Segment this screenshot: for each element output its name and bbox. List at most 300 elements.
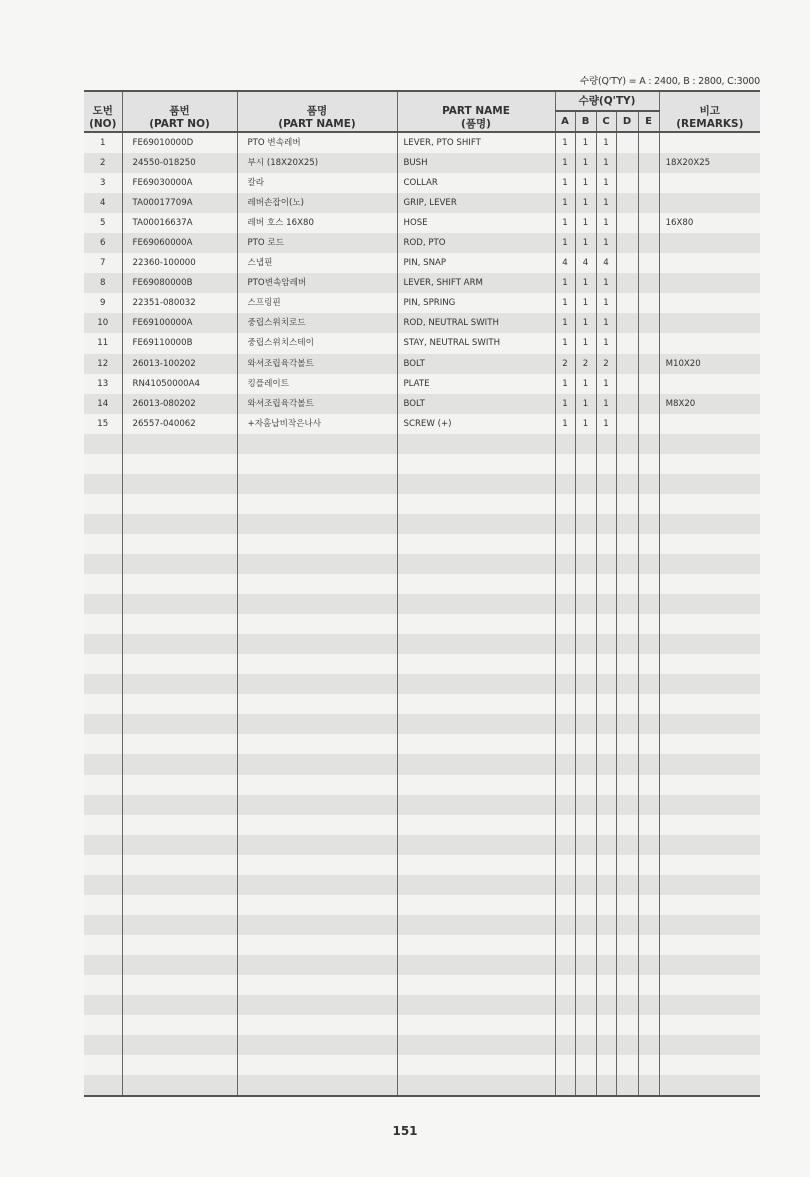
cell-no xyxy=(84,815,122,835)
cell-qty-a xyxy=(555,674,575,694)
cell-qty-b: 1 xyxy=(575,153,596,173)
cell-qty-d xyxy=(616,975,638,995)
cell-no xyxy=(84,975,122,995)
cell-qty-e xyxy=(638,374,659,394)
cell-part-no xyxy=(122,574,237,594)
cell-qty-a xyxy=(555,995,575,1015)
cell-part-name-en: STAY, NEUTRAL SWITH xyxy=(397,333,555,353)
cell-qty-a: 1 xyxy=(555,394,575,414)
cell-no: 1 xyxy=(84,132,122,153)
cell-qty-c xyxy=(596,895,616,915)
cell-part-name-kr xyxy=(237,554,397,574)
empty-row xyxy=(84,1055,760,1075)
cell-part-name-kr: 레버 호스 16X80 xyxy=(237,213,397,233)
cell-part-no xyxy=(122,754,237,774)
cell-qty-d xyxy=(616,995,638,1015)
cell-qty-e xyxy=(638,895,659,915)
cell-qty-e xyxy=(638,875,659,895)
cell-remarks xyxy=(659,293,760,313)
cell-no xyxy=(84,534,122,554)
cell-part-name-kr xyxy=(237,734,397,754)
cell-part-no xyxy=(122,674,237,694)
cell-no: 5 xyxy=(84,213,122,233)
cell-qty-d xyxy=(616,554,638,574)
cell-qty-c xyxy=(596,754,616,774)
cell-qty-c: 1 xyxy=(596,333,616,353)
cell-no xyxy=(84,935,122,955)
header-qty-label: 수량(Q'TY) xyxy=(578,94,636,107)
cell-part-no xyxy=(122,775,237,795)
empty-row xyxy=(84,975,760,995)
cell-qty-c xyxy=(596,1055,616,1075)
cell-part-no xyxy=(122,594,237,614)
cell-qty-c xyxy=(596,935,616,955)
cell-part-no: TA00017709A xyxy=(122,193,237,213)
empty-row xyxy=(84,654,760,674)
cell-part-no xyxy=(122,634,237,654)
cell-part-no xyxy=(122,434,237,454)
cell-qty-b xyxy=(575,754,596,774)
header-part-name-en-label: PART NAME (품명) xyxy=(442,105,510,130)
cell-part-name-en: PIN, SPRING xyxy=(397,293,555,313)
cell-qty-e xyxy=(638,153,659,173)
cell-remarks xyxy=(659,434,760,454)
cell-part-name-en xyxy=(397,654,555,674)
cell-part-name-kr xyxy=(237,674,397,694)
cell-remarks xyxy=(659,855,760,875)
cell-qty-e xyxy=(638,775,659,795)
cell-remarks xyxy=(659,935,760,955)
cell-qty-a xyxy=(555,534,575,554)
cell-part-name-en xyxy=(397,975,555,995)
cell-qty-d xyxy=(616,855,638,875)
cell-qty-d xyxy=(616,835,638,855)
cell-part-no: FE69060000A xyxy=(122,233,237,253)
cell-qty-e xyxy=(638,514,659,534)
cell-qty-b xyxy=(575,594,596,614)
cell-qty-e xyxy=(638,132,659,153)
cell-no: 3 xyxy=(84,173,122,193)
cell-remarks xyxy=(659,875,760,895)
cell-qty-d xyxy=(616,594,638,614)
cell-part-no xyxy=(122,1055,237,1075)
cell-qty-a xyxy=(555,694,575,714)
cell-qty-a xyxy=(555,955,575,975)
cell-qty-b xyxy=(575,995,596,1015)
cell-qty-d xyxy=(616,614,638,634)
cell-qty-a: 1 xyxy=(555,132,575,153)
cell-qty-b xyxy=(575,1015,596,1035)
cell-qty-b xyxy=(575,795,596,815)
cell-qty-e xyxy=(638,855,659,875)
cell-qty-d xyxy=(616,734,638,754)
cell-qty-d xyxy=(616,394,638,414)
cell-part-name-kr xyxy=(237,915,397,935)
cell-part-name-kr xyxy=(237,875,397,895)
cell-qty-a xyxy=(555,1055,575,1075)
cell-no xyxy=(84,875,122,895)
cell-qty-e xyxy=(638,534,659,554)
cell-part-name-kr: 스프링핀 xyxy=(237,293,397,313)
empty-row xyxy=(84,895,760,915)
table-row xyxy=(84,414,760,434)
cell-part-name-en xyxy=(397,955,555,975)
cell-part-name-en xyxy=(397,995,555,1015)
empty-row xyxy=(84,754,760,774)
cell-no xyxy=(84,494,122,514)
cell-part-name-en: BUSH xyxy=(397,153,555,173)
cell-remarks xyxy=(659,474,760,494)
cell-remarks xyxy=(659,193,760,213)
cell-qty-c xyxy=(596,734,616,754)
cell-qty-d xyxy=(616,514,638,534)
cell-qty-b xyxy=(575,634,596,654)
cell-qty-b xyxy=(575,975,596,995)
cell-no: 8 xyxy=(84,273,122,293)
cell-no xyxy=(84,795,122,815)
cell-part-name-en xyxy=(397,534,555,554)
cell-part-no xyxy=(122,795,237,815)
cell-part-name-kr xyxy=(237,434,397,454)
cell-qty-c xyxy=(596,714,616,734)
empty-row xyxy=(84,454,760,474)
cell-qty-b: 1 xyxy=(575,333,596,353)
cell-remarks xyxy=(659,614,760,634)
cell-part-name-kr: 중립스위치로드 xyxy=(237,313,397,333)
cell-part-no xyxy=(122,895,237,915)
header-remarks-label: 비고 (REMARKS) xyxy=(676,105,744,130)
cell-remarks xyxy=(659,132,760,153)
cell-qty-d xyxy=(616,414,638,434)
cell-qty-c xyxy=(596,674,616,694)
cell-qty-d xyxy=(616,795,638,815)
cell-part-name-kr: PTO 변속레버 xyxy=(237,132,397,153)
cell-qty-e xyxy=(638,654,659,674)
cell-part-name-en: HOSE xyxy=(397,213,555,233)
cell-qty-c xyxy=(596,534,616,554)
cell-part-name-kr xyxy=(237,935,397,955)
cell-qty-b xyxy=(575,734,596,754)
cell-part-name-kr xyxy=(237,494,397,514)
cell-qty-a xyxy=(555,454,575,474)
cell-part-no: FE69100000A xyxy=(122,313,237,333)
cell-part-name-kr xyxy=(237,634,397,654)
cell-qty-a: 1 xyxy=(555,333,575,353)
cell-part-name-kr: 스냅핀 xyxy=(237,253,397,273)
cell-part-name-kr xyxy=(237,574,397,594)
header-part-name-kr-label: 품명 (PART NAME) xyxy=(278,105,356,130)
cell-qty-a xyxy=(555,434,575,454)
cell-part-no xyxy=(122,534,237,554)
cell-part-name-en xyxy=(397,1055,555,1075)
table-row xyxy=(84,333,760,353)
cell-remarks xyxy=(659,815,760,835)
cell-qty-d xyxy=(616,494,638,514)
cell-part-name-kr xyxy=(237,654,397,674)
cell-part-name-kr: PTO 로드 xyxy=(237,233,397,253)
cell-qty-d xyxy=(616,333,638,353)
cell-qty-c xyxy=(596,1035,616,1055)
cell-part-name-kr: PTO변속암레버 xyxy=(237,273,397,293)
cell-no xyxy=(84,554,122,574)
cell-no xyxy=(84,1035,122,1055)
cell-qty-a xyxy=(555,654,575,674)
cell-qty-e xyxy=(638,995,659,1015)
cell-part-name-en xyxy=(397,855,555,875)
cell-no xyxy=(84,915,122,935)
cell-part-no: FE69080000B xyxy=(122,273,237,293)
cell-part-no xyxy=(122,975,237,995)
cell-qty-d xyxy=(616,173,638,193)
cell-remarks xyxy=(659,273,760,293)
cell-qty-d xyxy=(616,434,638,454)
cell-qty-a xyxy=(555,734,575,754)
cell-part-name-en xyxy=(397,915,555,935)
cell-qty-d xyxy=(616,1015,638,1035)
cell-qty-b xyxy=(575,434,596,454)
cell-part-name-en xyxy=(397,1015,555,1035)
empty-row xyxy=(84,734,760,754)
cell-part-no: 24550-018250 xyxy=(122,153,237,173)
empty-row xyxy=(84,835,760,855)
cell-qty-e xyxy=(638,955,659,975)
cell-qty-b: 1 xyxy=(575,213,596,233)
cell-qty-d xyxy=(616,1075,638,1096)
cell-part-name-kr xyxy=(237,514,397,534)
table-header xyxy=(84,91,760,132)
cell-part-no: FE69010000D xyxy=(122,132,237,153)
cell-qty-a xyxy=(555,494,575,514)
cell-qty-a: 1 xyxy=(555,414,575,434)
cell-part-name-en xyxy=(397,434,555,454)
cell-qty-c: 1 xyxy=(596,394,616,414)
cell-qty-d xyxy=(616,454,638,474)
cell-part-name-kr xyxy=(237,835,397,855)
cell-part-name-kr xyxy=(237,1055,397,1075)
cell-qty-e xyxy=(638,694,659,714)
cell-qty-d xyxy=(616,132,638,153)
cell-part-name-en: ROD, PTO xyxy=(397,233,555,253)
empty-row xyxy=(84,775,760,795)
cell-part-name-en: PIN, SNAP xyxy=(397,253,555,273)
cell-qty-b xyxy=(575,935,596,955)
cell-part-no: 26013-080202 xyxy=(122,394,237,414)
cell-qty-a xyxy=(555,634,575,654)
cell-remarks xyxy=(659,795,760,815)
cell-qty-c xyxy=(596,915,616,935)
cell-qty-a: 1 xyxy=(555,273,575,293)
cell-qty-a xyxy=(555,875,575,895)
cell-qty-c xyxy=(596,835,616,855)
empty-row xyxy=(84,674,760,694)
cell-remarks xyxy=(659,714,760,734)
cell-qty-c: 2 xyxy=(596,354,616,374)
cell-qty-b xyxy=(575,694,596,714)
cell-qty-e xyxy=(638,233,659,253)
cell-no xyxy=(84,855,122,875)
empty-row xyxy=(84,915,760,935)
cell-no xyxy=(84,674,122,694)
header-qty-b: B xyxy=(575,111,596,132)
cell-no xyxy=(84,955,122,975)
header-no-label: 도번 (NO) xyxy=(89,105,117,130)
cell-qty-e xyxy=(638,975,659,995)
cell-qty-b xyxy=(575,474,596,494)
cell-no: 9 xyxy=(84,293,122,313)
cell-qty-c xyxy=(596,594,616,614)
cell-no xyxy=(84,514,122,534)
cell-remarks: 18X20X25 xyxy=(659,153,760,173)
cell-part-no xyxy=(122,1035,237,1055)
cell-qty-b xyxy=(575,835,596,855)
cell-qty-c xyxy=(596,875,616,895)
cell-qty-c: 1 xyxy=(596,153,616,173)
cell-qty-e xyxy=(638,734,659,754)
cell-qty-e xyxy=(638,394,659,414)
cell-qty-b: 1 xyxy=(575,394,596,414)
cell-part-no: 26013-100202 xyxy=(122,354,237,374)
cell-remarks xyxy=(659,414,760,434)
cell-qty-d xyxy=(616,674,638,694)
cell-qty-d xyxy=(616,233,638,253)
table-row xyxy=(84,132,760,153)
cell-part-name-en xyxy=(397,775,555,795)
cell-qty-a xyxy=(555,594,575,614)
cell-qty-b xyxy=(575,875,596,895)
cell-no xyxy=(84,434,122,454)
cell-qty-c xyxy=(596,1075,616,1096)
cell-qty-a: 4 xyxy=(555,253,575,273)
cell-no xyxy=(84,754,122,774)
cell-qty-b xyxy=(575,955,596,975)
cell-qty-b: 1 xyxy=(575,193,596,213)
cell-part-no: FE69110000B xyxy=(122,333,237,353)
cell-qty-a xyxy=(555,514,575,534)
cell-qty-e xyxy=(638,1055,659,1075)
empty-row xyxy=(84,614,760,634)
cell-part-name-kr: 킹플레이트 xyxy=(237,374,397,394)
cell-qty-e xyxy=(638,253,659,273)
cell-qty-d xyxy=(616,534,638,554)
cell-qty-e xyxy=(638,354,659,374)
cell-part-name-en xyxy=(397,895,555,915)
cell-part-no xyxy=(122,1075,237,1096)
table-row xyxy=(84,293,760,313)
cell-qty-d xyxy=(616,775,638,795)
cell-qty-a xyxy=(555,754,575,774)
cell-qty-e xyxy=(638,815,659,835)
cell-qty-e xyxy=(638,333,659,353)
cell-qty-a xyxy=(555,855,575,875)
cell-qty-e xyxy=(638,213,659,233)
cell-qty-e xyxy=(638,674,659,694)
cell-remarks xyxy=(659,734,760,754)
cell-qty-d xyxy=(616,273,638,293)
cell-no: 10 xyxy=(84,313,122,333)
empty-row xyxy=(84,534,760,554)
cell-part-no xyxy=(122,554,237,574)
cell-part-name-en xyxy=(397,474,555,494)
empty-row xyxy=(84,855,760,875)
empty-row xyxy=(84,694,760,714)
cell-no xyxy=(84,995,122,1015)
table-row xyxy=(84,153,760,173)
cell-part-name-kr xyxy=(237,815,397,835)
cell-part-name-kr: 부시 (18X20X25) xyxy=(237,153,397,173)
cell-remarks xyxy=(659,333,760,353)
cell-qty-e xyxy=(638,634,659,654)
cell-part-no xyxy=(122,734,237,754)
empty-row xyxy=(84,815,760,835)
header-part-no xyxy=(122,91,237,132)
cell-part-name-en xyxy=(397,494,555,514)
cell-qty-c: 1 xyxy=(596,273,616,293)
cell-qty-e xyxy=(638,614,659,634)
cell-qty-e xyxy=(638,273,659,293)
cell-qty-e xyxy=(638,754,659,774)
cell-part-name-en xyxy=(397,694,555,714)
cell-remarks xyxy=(659,915,760,935)
cell-no: 2 xyxy=(84,153,122,173)
cell-part-no xyxy=(122,1015,237,1035)
header-part-name-en xyxy=(397,91,555,132)
cell-remarks xyxy=(659,895,760,915)
cell-qty-b: 1 xyxy=(575,273,596,293)
cell-qty-e xyxy=(638,1035,659,1055)
cell-qty-b xyxy=(575,714,596,734)
cell-qty-d xyxy=(616,1035,638,1055)
cell-qty-c xyxy=(596,434,616,454)
cell-part-name-en xyxy=(397,574,555,594)
table-row xyxy=(84,233,760,253)
cell-part-name-kr: 와셔조립육각볼트 xyxy=(237,394,397,414)
cell-part-name-kr xyxy=(237,714,397,734)
cell-qty-b xyxy=(575,775,596,795)
cell-no: 13 xyxy=(84,374,122,394)
table-row xyxy=(84,213,760,233)
cell-qty-c xyxy=(596,795,616,815)
cell-qty-e xyxy=(638,494,659,514)
cell-qty-a xyxy=(555,614,575,634)
cell-qty-c: 1 xyxy=(596,313,616,333)
cell-qty-a: 1 xyxy=(555,293,575,313)
cell-qty-b xyxy=(575,1075,596,1096)
cell-qty-c: 1 xyxy=(596,374,616,394)
cell-part-no xyxy=(122,955,237,975)
cell-qty-d xyxy=(616,374,638,394)
cell-qty-c xyxy=(596,514,616,534)
cell-part-name-kr xyxy=(237,795,397,815)
cell-no xyxy=(84,574,122,594)
cell-part-no xyxy=(122,454,237,474)
cell-part-no xyxy=(122,694,237,714)
empty-row xyxy=(84,795,760,815)
cell-qty-d xyxy=(616,815,638,835)
cell-qty-b: 1 xyxy=(575,132,596,153)
cell-remarks xyxy=(659,654,760,674)
cell-no xyxy=(84,1055,122,1075)
cell-part-no xyxy=(122,855,237,875)
cell-part-name-kr xyxy=(237,474,397,494)
empty-row xyxy=(84,474,760,494)
cell-qty-e xyxy=(638,835,659,855)
page-number: 151 xyxy=(392,1124,418,1138)
cell-part-no xyxy=(122,995,237,1015)
cell-qty-d xyxy=(616,574,638,594)
empty-row xyxy=(84,634,760,654)
cell-remarks xyxy=(659,694,760,714)
cell-qty-c xyxy=(596,474,616,494)
